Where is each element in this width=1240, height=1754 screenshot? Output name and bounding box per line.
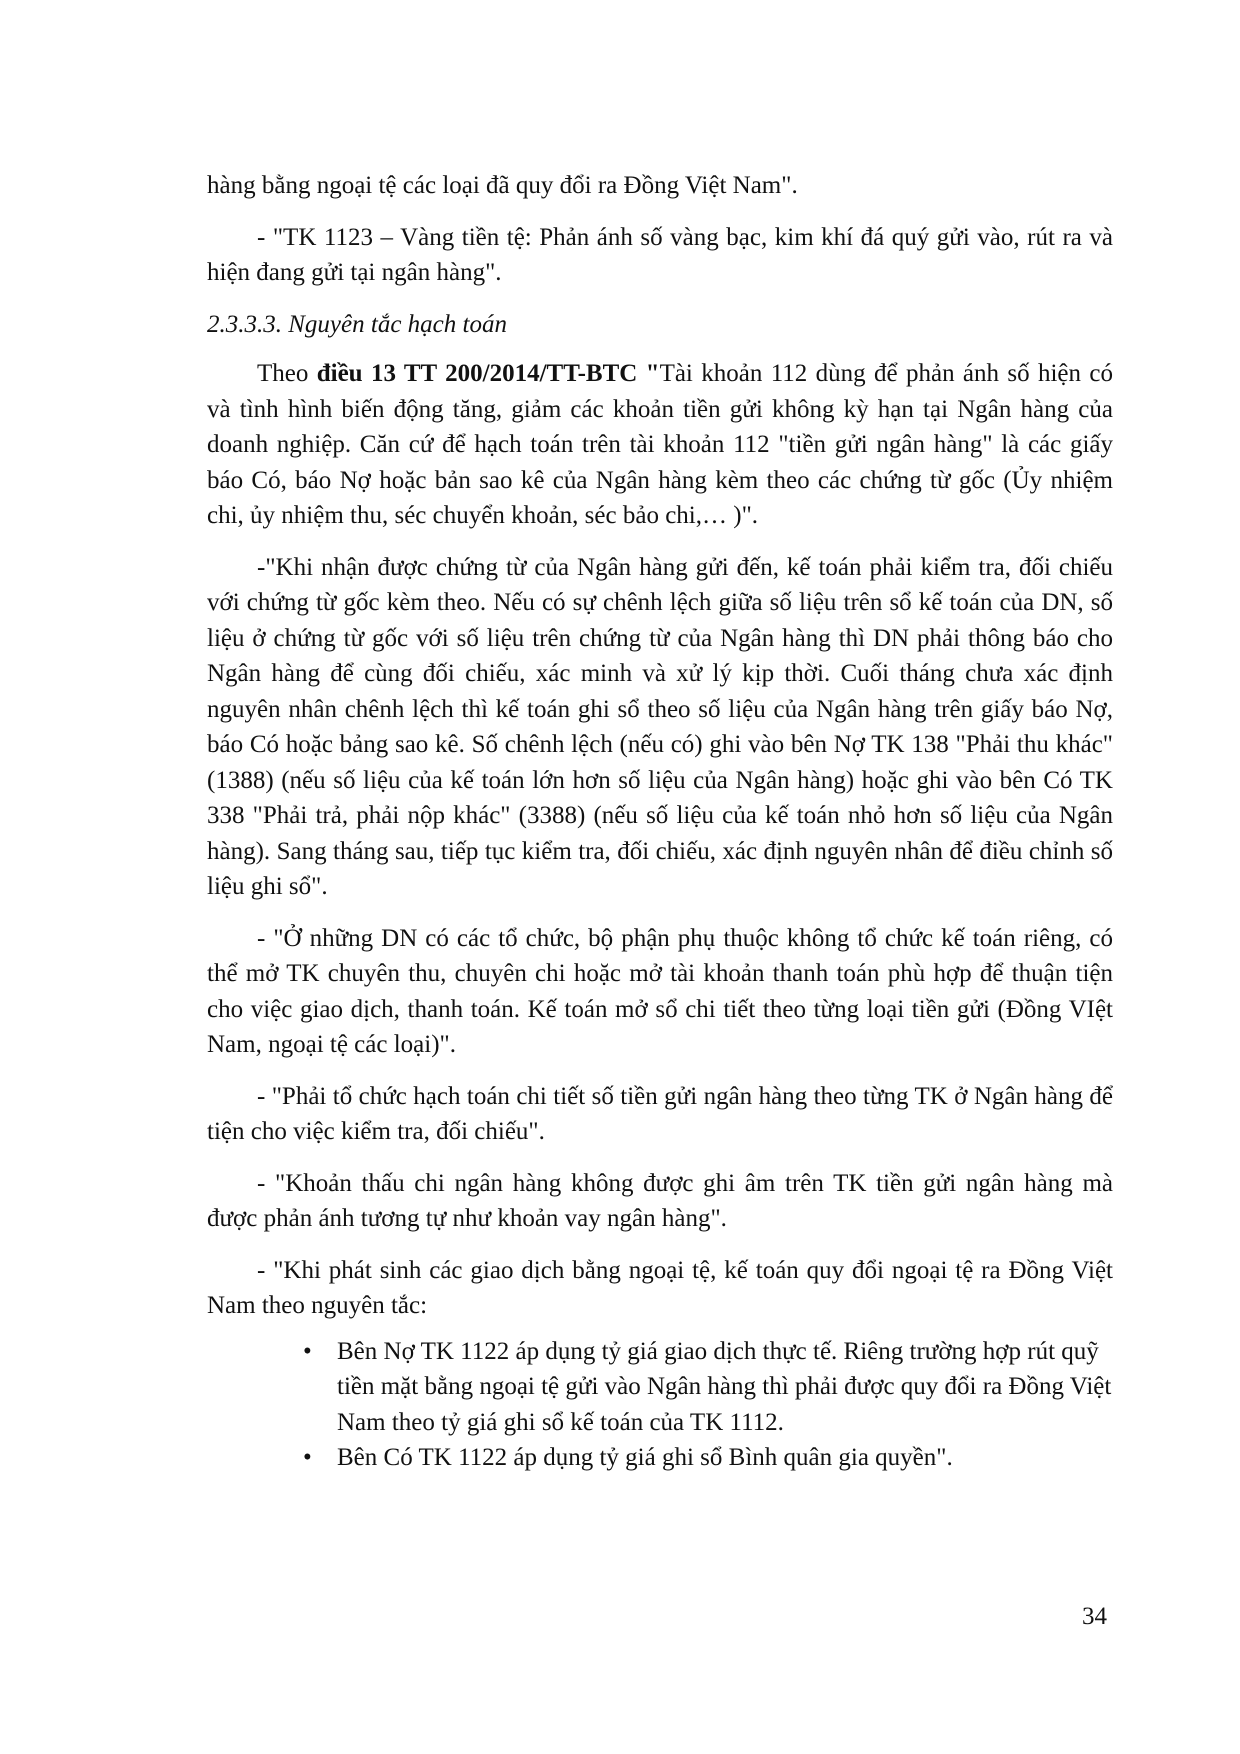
- paragraph-detailed-accounting: - "Phải tổ chức hạch toán chi tiết số tiền gửi ngân hàng theo từng TK ở Ngân hàng để tiện cho việc kiểm tra, đối chiếu".: [207, 1082, 1113, 1145]
- list-item: [303, 1334, 1113, 1441]
- list-item: [303, 1440, 1113, 1476]
- page-number: 34: [1082, 1603, 1107, 1630]
- paragraph-overdraft: - "Khoản thấu chi ngân hàng không được ghi âm trên TK tiền gửi ngân hàng mà được phản ánh tương tự như khoản vay ngân hàng".: [207, 1169, 1113, 1232]
- bullet-icon: •: [303, 1337, 312, 1365]
- bullet-icon: •: [303, 1444, 312, 1471]
- paragraph-tk-1123: - "TK 1123 – Vàng tiền tệ: Phản ánh số vàng bạc, kim khí đá quý gửi vào, rút ra và hiện đang gửi tại ngân hàng".: [207, 223, 1113, 286]
- paragraph-continuation: hàng bằng ngoại tệ các loại đã quy đổi ra Đồng Việt Nam".: [207, 172, 798, 199]
- list-item-text: Bên Có TK 1122 áp dụng tỷ giá ghi sổ Bình quân gia quyền".: [337, 1444, 953, 1471]
- list-item-text: Bên Nợ TK 1122 áp dụng tỷ giá giao dịch thực tế. Riêng trường hợp rút quỹ tiền mặt bằng ngoại tệ gửi vào Ngân hàng thì phải được quy đổi ra Đồng Việt Nam theo tỷ giá ghi sổ kế toán của TK 1112.: [337, 1337, 1112, 1436]
- paragraph-bank-reconciliation: -"Khi nhận được chứng từ của Ngân hàng gửi đến, kế toán phải kiểm tra, đối chiếu với chứng từ gốc kèm theo. Nếu có sự chênh lệch giữa số liệu trên sổ kế toán của DN, số liệu ở chứng từ gốc với số liệu trên chứng từ của Ngân hàng thì DN phải thông báo cho Ngân hàng để cùng đối chiếu, xác minh và xử lý kịp thời. Cuối tháng chưa xác định nguyên nhân chênh lệch thì kế toán ghi sổ theo số liệu của Ngân hàng trên giấy báo Nợ, báo Có hoặc bảng sao kê. Số chênh lệch (nếu có) ghi vào bên Nợ TK 138 "Phải thu khác" (1388) (nếu số liệu của kế toán lớn hơn số liệu của Ngân hàng) hoặc ghi vào bên Có TK 338 "Phải trả, phải nộp khác" (3388) (nếu số liệu của kế toán nhỏ hơn số liệu của Ngân hàng). Sang tháng sau, tiếp tục kiểm tra, đối chiếu, xác định nguyên nhân để điều chỉnh số liệu ghi sổ".: [207, 553, 1113, 900]
- paragraph-regulation: [207, 356, 1113, 534]
- section-heading: 2.3.3.3. Nguyên tắc hạch toán: [207, 310, 507, 338]
- regulation-body-text: Tài khoản 112 dùng để phản ánh số hiện có và tình hình biến động tăng, giảm các khoản tiền gửi không kỳ hạn tại Ngân hàng của doanh nghiệp. Căn cứ để hạch toán trên tài khoản 112 "tiền gửi ngân hàng" là các giấy báo Có, báo Nợ hoặc bản sao kê của Ngân hàng kèm theo các chứng từ gốc (Ủy nhiệm chi, ủy nhiệm thu, séc chuyển khoản, séc bảo chi,… )".: [207, 360, 1113, 529]
- bullet-list: [207, 1334, 1113, 1476]
- document-body: [207, 168, 1113, 1476]
- regulation-lead-text: Theo: [257, 360, 317, 387]
- paragraph-dependent-units: - "Ở những DN có các tổ chức, bộ phận phụ thuộc không tổ chức kế toán riêng, có thể mở TK chuyên thu, chuyên chi hoặc mở tài khoản thanh toán phù hợp để thuận tiện cho việc giao dịch, thanh toán. Kế toán mở sổ chi tiết theo từng loại tiền gửi (Đồng VIệt Nam, ngoại tệ các loại)".: [207, 924, 1113, 1058]
- paragraph-foreign-currency: - "Khi phát sinh các giao dịch bằng ngoại tệ, kế toán quy đổi ngoại tệ ra Đồng Việt Nam theo nguyên tắc:: [207, 1256, 1113, 1319]
- regulation-reference: điều 13 TT 200/2014/TT-BTC ": [316, 360, 660, 387]
